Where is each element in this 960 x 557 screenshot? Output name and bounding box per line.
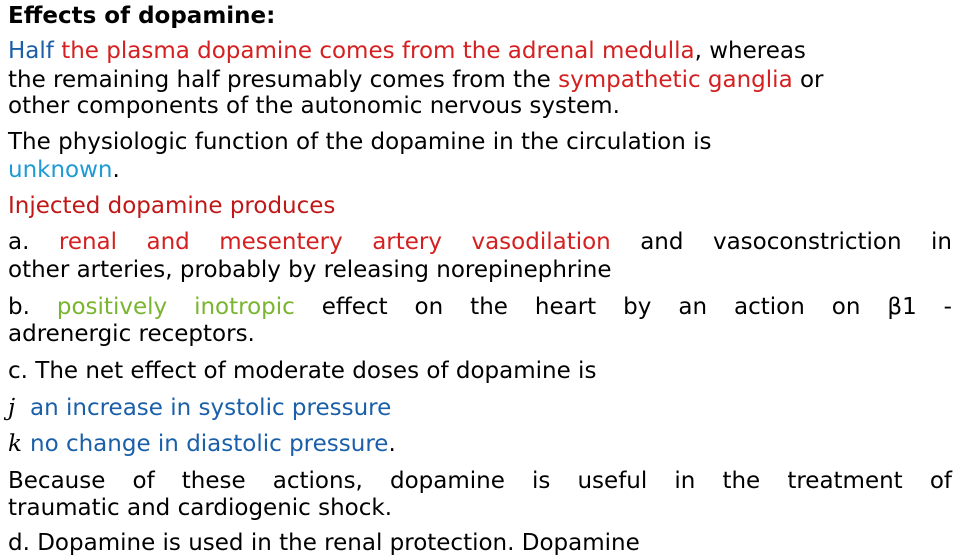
p1-sympathetic: sympathetic ganglia bbox=[558, 67, 793, 93]
item-b-line2-text: adrenergic receptors. bbox=[8, 321, 255, 347]
p4-line2 bbox=[8, 494, 392, 522]
item-b-rest: effect on the heart by an action on β1 - bbox=[294, 294, 952, 320]
item-a-line1 bbox=[8, 228, 952, 256]
item-a-line2 bbox=[8, 256, 611, 284]
bullet2-text: no change in diastolic pressure bbox=[30, 431, 389, 457]
bullet2-period: . bbox=[388, 431, 396, 457]
p1-rest: , whereas bbox=[694, 38, 806, 64]
p1-line3 bbox=[8, 92, 620, 120]
item-a-line2-text: other arteries, probably by releasing norepinephrine bbox=[8, 257, 612, 283]
item-a-rest: and vasoconstriction in bbox=[610, 229, 952, 255]
slide-heading bbox=[8, 2, 275, 30]
item-b-line1 bbox=[8, 293, 952, 321]
item-b-line2 bbox=[8, 320, 255, 348]
item-b-colored: positively inotropic bbox=[56, 294, 295, 320]
bullet-diastolic bbox=[8, 430, 396, 458]
heading-text: Effects of dopamine: bbox=[8, 3, 276, 29]
p1-line1 bbox=[8, 37, 806, 65]
item-b-prefix: b. bbox=[8, 294, 57, 320]
p2-period: . bbox=[112, 157, 120, 183]
p2-line1-text: The physiologic function of the dopamine in the circulation is bbox=[8, 129, 712, 155]
p1-source: the plasma dopamine comes from the adrenal medulla bbox=[53, 38, 695, 64]
item-c-line bbox=[8, 357, 596, 385]
p1-line2-end: or bbox=[792, 67, 824, 93]
bullet-systolic bbox=[8, 394, 391, 422]
bullet1-text: an increase in systolic pressure bbox=[30, 395, 392, 421]
p4-line1 bbox=[8, 467, 952, 495]
p4-line1-text: Because of these actions, dopamine is useful in the treatment of bbox=[8, 468, 952, 494]
p3-title-text: Injected dopamine produces bbox=[8, 193, 336, 219]
p2-unknown: unknown bbox=[8, 157, 113, 183]
p1-line3-text: other components of the autonomic nervous system. bbox=[8, 93, 620, 119]
p2-line1 bbox=[8, 128, 712, 156]
bullet-check-icon: k bbox=[8, 431, 22, 457]
p1-line2-start: the remaining half presumably comes from the bbox=[8, 67, 559, 93]
bullet-arrow-icon: j bbox=[8, 395, 16, 421]
p4-line2-text: traumatic and cardiogenic shock. bbox=[8, 495, 393, 521]
p2-line2 bbox=[8, 156, 120, 184]
cutoff-text: d. Dopamine is used in the renal protection. Dopamine bbox=[8, 530, 640, 556]
item-a-prefix: a. bbox=[8, 229, 59, 255]
item-a-colored: renal and mesentery artery vasodilation bbox=[58, 229, 611, 255]
p1-half: Half bbox=[8, 38, 54, 64]
cutoff-line bbox=[8, 529, 640, 557]
p1-line2 bbox=[8, 66, 824, 94]
item-c-text: c. The net effect of moderate doses of dopamine is bbox=[8, 358, 597, 384]
p3-title bbox=[8, 192, 335, 220]
